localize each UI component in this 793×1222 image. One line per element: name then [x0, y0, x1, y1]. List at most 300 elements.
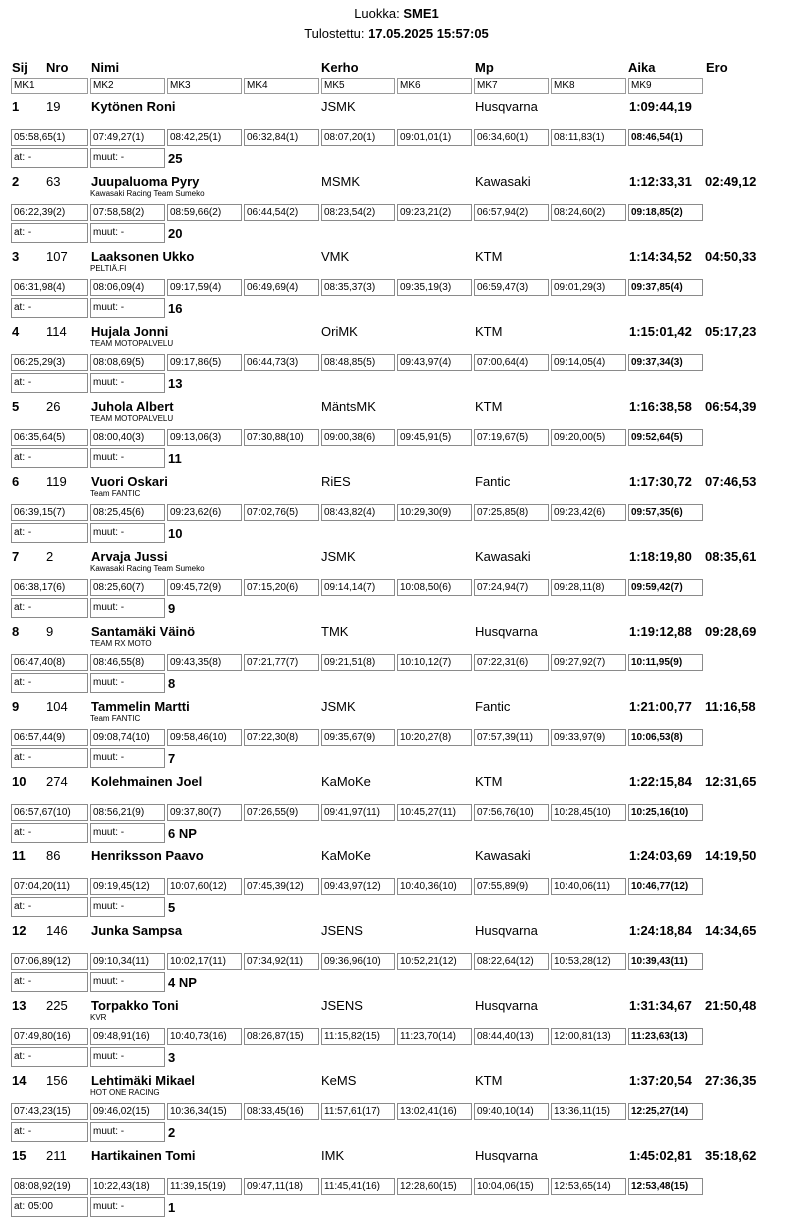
- rider-name: Juupaluoma Pyry: [91, 174, 200, 189]
- total-time: 1:45:02,81: [629, 1148, 692, 1163]
- result-entry: [0, 698, 793, 773]
- bike-cell: Kawasaki: [475, 174, 531, 189]
- rider-name: Junka Sampsa: [91, 923, 183, 938]
- bike-cell: Husqvarna: [475, 1148, 538, 1163]
- bike-cell: KTM: [475, 774, 503, 789]
- position-cell: 11: [12, 848, 26, 863]
- muut-cell: muut: -: [90, 897, 165, 917]
- lap-time-mk9: 10:11,95(9): [628, 654, 703, 671]
- lap-time-mk9: 09:52,64(5): [628, 429, 703, 446]
- lap-time-mk5: 09:00,38(6): [321, 429, 395, 446]
- col-header-nimi: Nimi: [91, 60, 120, 75]
- club-cell: JSMK: [321, 99, 356, 114]
- lap-time-mk1: 06:22,39(2): [11, 204, 88, 221]
- at-cell: at: -: [11, 148, 88, 168]
- col-header-mk9: MK9: [628, 78, 703, 94]
- result-entry: [0, 623, 793, 698]
- lap-time-mk8: 09:23,42(6): [551, 504, 626, 521]
- lap-time-mk3: 09:13,06(3): [167, 429, 242, 446]
- col-header-mk4: MK4: [244, 78, 319, 94]
- total-time: 1:16:38,58: [629, 399, 692, 414]
- lap-time-mk1: 07:43,23(15): [11, 1103, 88, 1120]
- lap-time-mk9: 09:18,85(2): [628, 204, 703, 221]
- bike-cell: Kawasaki: [475, 848, 531, 863]
- lap-time-mk5: 11:45,41(16): [321, 1178, 395, 1195]
- at-cell: at: -: [11, 823, 88, 843]
- lap-time-mk2: 09:48,91(16): [90, 1028, 165, 1045]
- lap-time-mk3: 10:40,73(16): [167, 1028, 242, 1045]
- lap-time-mk8: 09:33,97(9): [551, 729, 626, 746]
- total-time: 1:22:15,84: [629, 774, 692, 789]
- lap-time-mk6: 10:20,27(8): [397, 729, 472, 746]
- at-cell: at: -: [11, 523, 88, 543]
- number-cell: 26: [46, 399, 61, 414]
- gap-time: 27:36,35: [705, 1073, 757, 1088]
- at-cell: at: -: [11, 972, 88, 992]
- gap-time: 14:19,50: [705, 848, 757, 863]
- position-cell: 8: [12, 624, 20, 639]
- lap-time-mk5: 08:07,20(1): [321, 129, 395, 146]
- bike-cell: Fantic: [475, 699, 511, 714]
- team-name: KVR: [90, 1013, 107, 1022]
- rider-name: Juhola Albert: [91, 399, 174, 414]
- lap-time-mk8: 10:40,06(11): [551, 878, 626, 895]
- col-header-mk2: MK2: [90, 78, 165, 94]
- at-cell: at: -: [11, 1047, 88, 1067]
- lap-time-mk7: 07:00,64(4): [474, 354, 549, 371]
- lap-time-mk4: 07:21,77(7): [244, 654, 319, 671]
- points-value: 4 NP: [168, 975, 197, 990]
- lap-time-mk2: 09:19,45(12): [90, 878, 165, 895]
- bike-cell: Fantic: [475, 474, 511, 489]
- rider-name: Arvaja Jussi: [91, 549, 168, 564]
- gap-time: 08:35,61: [705, 549, 757, 564]
- team-name: Kawasaki Racing Team Sumeko: [90, 189, 205, 198]
- bike-cell: KTM: [475, 399, 503, 414]
- lap-time-mk5: 11:15,82(15): [321, 1028, 395, 1045]
- muut-cell: muut: -: [90, 673, 165, 693]
- lap-time-mk8: 09:20,00(5): [551, 429, 626, 446]
- club-cell: JSENS: [321, 998, 363, 1013]
- number-cell: 86: [46, 848, 61, 863]
- total-time: 1:17:30,72: [629, 474, 692, 489]
- lap-time-mk4: 07:26,55(9): [244, 804, 319, 821]
- lap-time-mk4: 08:26,87(15): [244, 1028, 319, 1045]
- lap-time-mk5: 09:41,97(11): [321, 804, 395, 821]
- muut-cell: muut: -: [90, 598, 165, 618]
- lap-time-mk1: 05:58,65(1): [11, 129, 88, 146]
- lap-time-mk6: 09:01,01(1): [397, 129, 472, 146]
- lap-time-mk2: 08:56,21(9): [90, 804, 165, 821]
- gap-time: 11:16,58: [705, 699, 756, 714]
- lap-time-mk3: 09:23,62(6): [167, 504, 242, 521]
- at-cell: at: -: [11, 298, 88, 318]
- lap-time-mk7: 07:19,67(5): [474, 429, 549, 446]
- at-cell: at: -: [11, 1122, 88, 1142]
- points-value: 8: [168, 676, 176, 691]
- number-cell: 114: [46, 324, 67, 339]
- lap-time-mk2: 09:46,02(15): [90, 1103, 165, 1120]
- muut-cell: muut: -: [90, 523, 165, 543]
- rider-name: Hartikainen Tomi: [91, 1148, 196, 1163]
- position-cell: 9: [12, 699, 20, 714]
- rider-name: Kolehmainen Joel: [91, 774, 203, 789]
- lap-time-mk7: 07:57,39(11): [474, 729, 549, 746]
- result-entry: [0, 847, 793, 922]
- muut-cell: muut: -: [90, 1047, 165, 1067]
- lap-time-mk8: 09:27,92(7): [551, 654, 626, 671]
- at-cell: at: -: [11, 373, 88, 393]
- lap-time-mk6: 10:52,21(12): [397, 953, 472, 970]
- result-entry: [0, 997, 793, 1072]
- total-time: 1:15:01,42: [629, 324, 692, 339]
- lap-time-mk3: 10:36,34(15): [167, 1103, 242, 1120]
- lap-time-mk9: 08:46,54(1): [628, 129, 703, 146]
- lap-time-mk3: 08:59,66(2): [167, 204, 242, 221]
- lap-time-mk5: 09:14,14(7): [321, 579, 395, 596]
- lap-time-mk9: 10:46,77(12): [628, 878, 703, 895]
- gap-time: 09:28,69: [705, 624, 757, 639]
- lap-time-mk8: 10:53,28(12): [551, 953, 626, 970]
- total-time: 1:19:12,88: [629, 624, 692, 639]
- gap-time: 12:31,65: [705, 774, 757, 789]
- at-cell: at: -: [11, 897, 88, 917]
- at-cell: at: -: [11, 448, 88, 468]
- club-cell: RiES: [321, 474, 351, 489]
- position-cell: 14: [12, 1073, 27, 1088]
- col-header-nro: Nro: [46, 60, 69, 75]
- rider-name: Vuori Oskari: [91, 474, 168, 489]
- lap-time-mk9: 09:37,85(4): [628, 279, 703, 296]
- lap-time-mk4: 06:44,73(3): [244, 354, 319, 371]
- lap-time-mk6: 09:35,19(3): [397, 279, 472, 296]
- position-cell: 10: [12, 774, 27, 789]
- number-cell: 107: [46, 249, 68, 264]
- number-cell: 2: [46, 549, 54, 564]
- position-cell: 13: [12, 998, 27, 1013]
- bike-cell: Kawasaki: [475, 549, 531, 564]
- lap-time-mk4: 06:32,84(1): [244, 129, 319, 146]
- lap-time-mk9: 09:59,42(7): [628, 579, 703, 596]
- lap-time-mk5: 08:23,54(2): [321, 204, 395, 221]
- lap-time-mk8: 08:11,83(1): [551, 129, 626, 146]
- gap-time: 02:49,12: [705, 174, 757, 189]
- position-cell: 12: [12, 923, 27, 938]
- team-name: TEAM MOTOPALVELU: [90, 339, 174, 348]
- lap-time-mk4: 07:34,92(11): [244, 953, 319, 970]
- col-header-mk6: MK6: [397, 78, 472, 94]
- at-cell: at: 05:00: [11, 1197, 88, 1217]
- lap-time-mk2: 08:25,60(7): [90, 579, 165, 596]
- number-cell: 63: [46, 174, 61, 189]
- col-header-aika: Aika: [628, 60, 656, 75]
- rider-name: Torpakko Toni: [91, 998, 179, 1013]
- club-cell: JSENS: [321, 923, 363, 938]
- total-time: 1:37:20,54: [629, 1073, 692, 1088]
- points-value: 25: [168, 151, 183, 166]
- lap-time-mk1: 07:04,20(11): [11, 878, 88, 895]
- lap-time-mk4: 07:30,88(10): [244, 429, 319, 446]
- lap-time-mk1: 06:31,98(4): [11, 279, 88, 296]
- lap-time-mk6: 10:45,27(11): [397, 804, 472, 821]
- lap-time-mk9: 12:25,27(14): [628, 1103, 703, 1120]
- number-cell: 9: [46, 624, 54, 639]
- lap-time-mk8: 09:14,05(4): [551, 354, 626, 371]
- position-cell: 3: [12, 249, 20, 264]
- points-value: 9: [168, 601, 176, 616]
- lap-time-mk4: 06:44,54(2): [244, 204, 319, 221]
- lap-time-mk6: 09:45,91(5): [397, 429, 472, 446]
- total-time: 1:12:33,31: [629, 174, 692, 189]
- result-entry: [0, 1147, 793, 1222]
- lap-time-mk2: 10:22,43(18): [90, 1178, 165, 1195]
- bike-cell: Husqvarna: [475, 998, 538, 1013]
- lap-time-mk3: 09:45,72(9): [167, 579, 242, 596]
- lap-time-mk5: 09:35,67(9): [321, 729, 395, 746]
- result-entry: [0, 548, 793, 623]
- lap-time-mk6: 10:10,12(7): [397, 654, 472, 671]
- lap-time-mk8: 10:28,45(10): [551, 804, 626, 821]
- lap-time-mk1: 08:08,92(19): [11, 1178, 88, 1195]
- muut-cell: muut: -: [90, 373, 165, 393]
- lap-time-mk4: 07:02,76(5): [244, 504, 319, 521]
- number-cell: 156: [46, 1073, 68, 1088]
- number-cell: 274: [46, 774, 68, 789]
- team-name: HOT ONE RACING: [90, 1088, 160, 1097]
- lap-time-mk8: 08:24,60(2): [551, 204, 626, 221]
- lap-time-mk2: 09:10,34(11): [90, 953, 165, 970]
- rider-name: Santamäki Väinö: [91, 624, 196, 639]
- at-cell: at: -: [11, 598, 88, 618]
- gap-time: 06:54,39: [705, 399, 757, 414]
- lap-time-mk4: 07:15,20(6): [244, 579, 319, 596]
- lap-time-mk2: 08:46,55(8): [90, 654, 165, 671]
- printed-label: Tulostettu:: [304, 26, 365, 41]
- lap-time-mk8: 12:00,81(13): [551, 1028, 626, 1045]
- gap-time: 21:50,48: [705, 998, 757, 1013]
- lap-time-mk7: 08:44,40(13): [474, 1028, 549, 1045]
- at-cell: at: -: [11, 673, 88, 693]
- points-value: 20: [168, 226, 183, 241]
- club-cell: JSMK: [321, 699, 356, 714]
- col-header-mk3: MK3: [167, 78, 242, 94]
- lap-time-mk6: 09:23,21(2): [397, 204, 472, 221]
- lap-time-mk8: 13:36,11(15): [551, 1103, 626, 1120]
- team-name: PELTIÄ.FI: [90, 264, 127, 273]
- col-header-kerho: Kerho: [321, 60, 359, 75]
- club-cell: JSMK: [321, 549, 356, 564]
- lap-time-mk2: 08:06,09(4): [90, 279, 165, 296]
- points-value: 11: [168, 451, 182, 466]
- result-entry: [0, 323, 793, 398]
- total-time: 1:24:18,84: [629, 923, 692, 938]
- club-cell: KaMoKe: [321, 848, 371, 863]
- gap-time: 07:46,53: [705, 474, 757, 489]
- lap-time-mk7: 10:04,06(15): [474, 1178, 549, 1195]
- lap-time-mk5: 08:35,37(3): [321, 279, 395, 296]
- club-cell: KaMoKe: [321, 774, 371, 789]
- result-entry: [0, 398, 793, 473]
- lap-time-mk9: 10:39,43(11): [628, 953, 703, 970]
- lap-time-mk9: 11:23,63(13): [628, 1028, 703, 1045]
- lap-time-mk7: 06:34,60(1): [474, 129, 549, 146]
- gap-time: 04:50,33: [705, 249, 757, 264]
- club-cell: MäntsMK: [321, 399, 376, 414]
- lap-time-mk5: 09:36,96(10): [321, 953, 395, 970]
- lap-time-mk2: 09:08,74(10): [90, 729, 165, 746]
- col-header-mk5: MK5: [321, 78, 395, 94]
- position-cell: 2: [12, 174, 20, 189]
- points-value: 16: [168, 301, 183, 316]
- total-time: 1:18:19,80: [629, 549, 692, 564]
- lap-time-mk4: 07:22,30(8): [244, 729, 319, 746]
- lap-time-mk6: 13:02,41(16): [397, 1103, 472, 1120]
- lap-time-mk5: 11:57,61(17): [321, 1103, 395, 1120]
- club-cell: KeMS: [321, 1073, 357, 1088]
- position-cell: 4: [12, 324, 20, 339]
- lap-time-mk3: 09:37,80(7): [167, 804, 242, 821]
- points-value: 1: [168, 1200, 176, 1215]
- result-entry: [0, 1072, 793, 1147]
- position-cell: 1: [12, 99, 20, 114]
- result-entry: [0, 173, 793, 248]
- class-label: Luokka:: [354, 6, 400, 21]
- points-value: 6 NP: [168, 826, 197, 841]
- points-value: 10: [168, 526, 183, 541]
- lap-time-mk2: 07:49,27(1): [90, 129, 165, 146]
- lap-time-mk2: 08:00,40(3): [90, 429, 165, 446]
- club-cell: TMK: [321, 624, 349, 639]
- rider-name: Kytönen Roni: [91, 99, 176, 114]
- lap-time-mk2: 08:08,69(5): [90, 354, 165, 371]
- bike-cell: KTM: [475, 324, 503, 339]
- bike-cell: KTM: [475, 1073, 503, 1088]
- bike-cell: KTM: [475, 249, 503, 264]
- lap-time-mk7: 07:22,31(6): [474, 654, 549, 671]
- team-name: Kawasaki Racing Team Sumeko: [90, 564, 205, 573]
- lap-time-mk9: 10:06,53(8): [628, 729, 703, 746]
- rider-name: Henriksson Paavo: [91, 848, 204, 863]
- lap-time-mk1: 06:39,15(7): [11, 504, 88, 521]
- lap-time-mk7: 06:57,94(2): [474, 204, 549, 221]
- class-line: [0, 6, 793, 21]
- lap-time-mk9: 12:53,48(15): [628, 1178, 703, 1195]
- muut-cell: muut: -: [90, 1122, 165, 1142]
- club-cell: MSMK: [321, 174, 360, 189]
- lap-time-mk2: 07:58,58(2): [90, 204, 165, 221]
- points-value: 7: [168, 751, 176, 766]
- muut-cell: muut: -: [90, 972, 165, 992]
- number-cell: 119: [46, 474, 67, 489]
- team-name: TEAM MOTOPALVELU: [90, 414, 174, 423]
- position-cell: 6: [12, 474, 20, 489]
- number-cell: 146: [46, 923, 68, 938]
- position-cell: 7: [12, 549, 20, 564]
- lap-time-mk6: 11:23,70(14): [397, 1028, 472, 1045]
- col-header-sij: Sij: [12, 60, 28, 75]
- lap-time-mk7: 07:25,85(8): [474, 504, 549, 521]
- team-name: Team FANTIC: [90, 489, 141, 498]
- col-header-mk7: MK7: [474, 78, 549, 94]
- lap-time-mk3: 10:07,60(12): [167, 878, 242, 895]
- lap-time-mk6: 09:43,97(4): [397, 354, 472, 371]
- muut-cell: muut: -: [90, 448, 165, 468]
- lap-time-mk4: 08:33,45(16): [244, 1103, 319, 1120]
- team-name: Team FANTIC: [90, 714, 141, 723]
- lap-time-mk7: 06:59,47(3): [474, 279, 549, 296]
- lap-time-mk1: 06:57,44(9): [11, 729, 88, 746]
- lap-time-mk5: 09:43,97(12): [321, 878, 395, 895]
- position-cell: 15: [12, 1148, 27, 1163]
- result-entry: [0, 473, 793, 548]
- result-entry: [0, 98, 793, 173]
- gap-time: 35:18,62: [705, 1148, 757, 1163]
- number-cell: 225: [46, 998, 68, 1013]
- lap-time-mk1: 06:35,64(5): [11, 429, 88, 446]
- lap-time-mk9: 09:37,34(3): [628, 354, 703, 371]
- col-header-mk8: MK8: [551, 78, 626, 94]
- printed-value: 17.05.2025 15:57:05: [368, 26, 489, 41]
- lap-time-mk8: 09:01,29(3): [551, 279, 626, 296]
- class-value: SME1: [403, 6, 439, 21]
- lap-time-mk6: 12:28,60(15): [397, 1178, 472, 1195]
- points-value: 3: [168, 1050, 176, 1065]
- lap-time-mk7: 07:24,94(7): [474, 579, 549, 596]
- lap-time-mk6: 10:29,30(9): [397, 504, 472, 521]
- gap-time: 05:17,23: [705, 324, 757, 339]
- muut-cell: muut: -: [90, 823, 165, 843]
- lap-time-mk9: 10:25,16(10): [628, 804, 703, 821]
- number-cell: 104: [46, 699, 68, 714]
- lap-time-mk2: 08:25,45(6): [90, 504, 165, 521]
- rider-name: Hujala Jonni: [91, 324, 169, 339]
- gap-time: 14:34,65: [705, 923, 757, 938]
- col-header-mp: Mp: [475, 60, 494, 75]
- lap-time-mk8: 12:53,65(14): [551, 1178, 626, 1195]
- points-value: 2: [168, 1125, 176, 1140]
- printed-line: [0, 26, 793, 41]
- lap-time-mk7: 08:22,64(12): [474, 953, 549, 970]
- lap-time-mk1: 07:06,89(12): [11, 953, 88, 970]
- points-value: 5: [168, 900, 176, 915]
- lap-time-mk3: 11:39,15(19): [167, 1178, 242, 1195]
- number-cell: 19: [46, 99, 61, 114]
- at-cell: at: -: [11, 748, 88, 768]
- total-time: 1:14:34,52: [629, 249, 692, 264]
- lap-time-mk5: 08:43,82(4): [321, 504, 395, 521]
- lap-time-mk3: 09:17,59(4): [167, 279, 242, 296]
- lap-time-mk1: 06:25,29(3): [11, 354, 88, 371]
- number-cell: 211: [46, 1148, 67, 1163]
- lap-time-mk7: 09:40,10(14): [474, 1103, 549, 1120]
- total-time: 1:21:00,77: [629, 699, 692, 714]
- rider-name: Laaksonen Ukko: [91, 249, 195, 264]
- lap-time-mk8: 09:28,11(8): [551, 579, 626, 596]
- total-time: 1:09:44,19: [629, 99, 692, 114]
- lap-time-mk7: 07:56,76(10): [474, 804, 549, 821]
- position-cell: 5: [12, 399, 20, 414]
- points-value: 13: [168, 376, 183, 391]
- muut-cell: muut: -: [90, 1197, 165, 1217]
- lap-time-mk4: 06:49,69(4): [244, 279, 319, 296]
- lap-time-mk7: 07:55,89(9): [474, 878, 549, 895]
- result-entry: [0, 922, 793, 997]
- club-cell: IMK: [321, 1148, 345, 1163]
- result-entry: [0, 248, 793, 323]
- lap-time-mk1: 06:38,17(6): [11, 579, 88, 596]
- lap-time-mk1: 06:47,40(8): [11, 654, 88, 671]
- lap-time-mk1: 06:57,67(10): [11, 804, 88, 821]
